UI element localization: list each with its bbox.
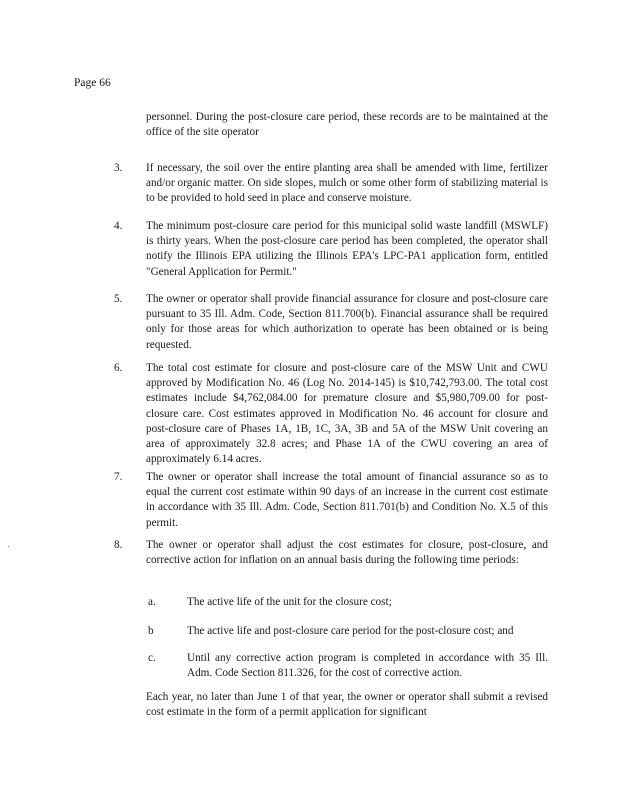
item-number: 8.	[114, 539, 123, 551]
closing-paragraph: Each year, no later than June 1 of that year, the owner or operator shall submit a revised cost estimate in the form of a permit application for significant	[146, 691, 548, 719]
item-number: 6.	[114, 362, 123, 374]
sub-item-letter: b	[148, 625, 154, 637]
item-text: The total cost estimate for closure and post-closure care of the MSW Unit and CWU approved by Modification No. 46 (Log No. 2014-145) is $10,742,793.00. The total cost estimates include $4,762,084.00 for premature closure and $5,980,709.00 for post-closure care. Cost estimates approved in Modification No. 46 account for closure and post-closure care of Phases 1A, 1B, 1C, 3A, 3B and 5A of the MSW Unit covering an area of approximately 32.8 acres; and Phase 1A of the CWU covering an area of approximately 6.14 acres.	[146, 362, 548, 466]
sub-item-text: The active life of the unit for the closure cost;	[187, 596, 392, 608]
sub-item-letter: c.	[148, 652, 156, 664]
item-number: 4.	[114, 220, 123, 232]
page-number: Page 66	[74, 77, 111, 89]
item-number: 3.	[114, 162, 123, 174]
sub-item-text: The active life and post-closure care period for the post-closure cost; and	[187, 625, 514, 637]
item-text: The minimum post-closure care period for this municipal solid waste landfill (MSWLF) is thirty years. When the post-closure care period has been completed, the operator shall notify the Illinois EPA utilizing the Illinois EPA's LPC-PA1 application form, entitled "General Application for Permit."	[146, 220, 548, 278]
intro-continuation: personnel. During the post-closure care period, these records are to be maintained at the office of the site operator	[146, 111, 548, 139]
item-text: If necessary, the soil over the entire planting area shall be amended with lime, fertilizer and/or organic matter. On side slopes, mulch or some other form of stabilizing material is to be provided to hold seed in place and conserve moisture.	[146, 162, 548, 205]
item-number: 5.	[114, 293, 123, 305]
sub-item-text: Until any corrective action program is completed in accordance with 35 Ill. Adm. Code Section 811.326, for the cost of corrective action.	[187, 652, 548, 680]
item-text: The owner or operator shall adjust the cost estimates for closure, post-closure, and corrective action for inflation on an annual basis during the following time periods:	[146, 539, 548, 567]
sub-item-letter: a.	[148, 596, 156, 608]
item-text: The owner or operator shall increase the total amount of financial assurance so as to equal the current cost estimate within 90 days of an increase in the current cost estimate in accordance with 35 Ill. Adm. Code, Section 811.701(b) and Condition No. X.5 of this permit.	[146, 471, 548, 529]
scan-artifact-dot	[8, 546, 9, 547]
item-number: 7.	[114, 471, 123, 483]
item-text: The owner or operator shall provide financial assurance for closure and post-closure care pursuant to 35 Ill. Adm. Code, Section 811.700(b). Financial assurance shall be required only for those areas for which authorization to operate has been obtained or is being requested.	[146, 293, 548, 351]
